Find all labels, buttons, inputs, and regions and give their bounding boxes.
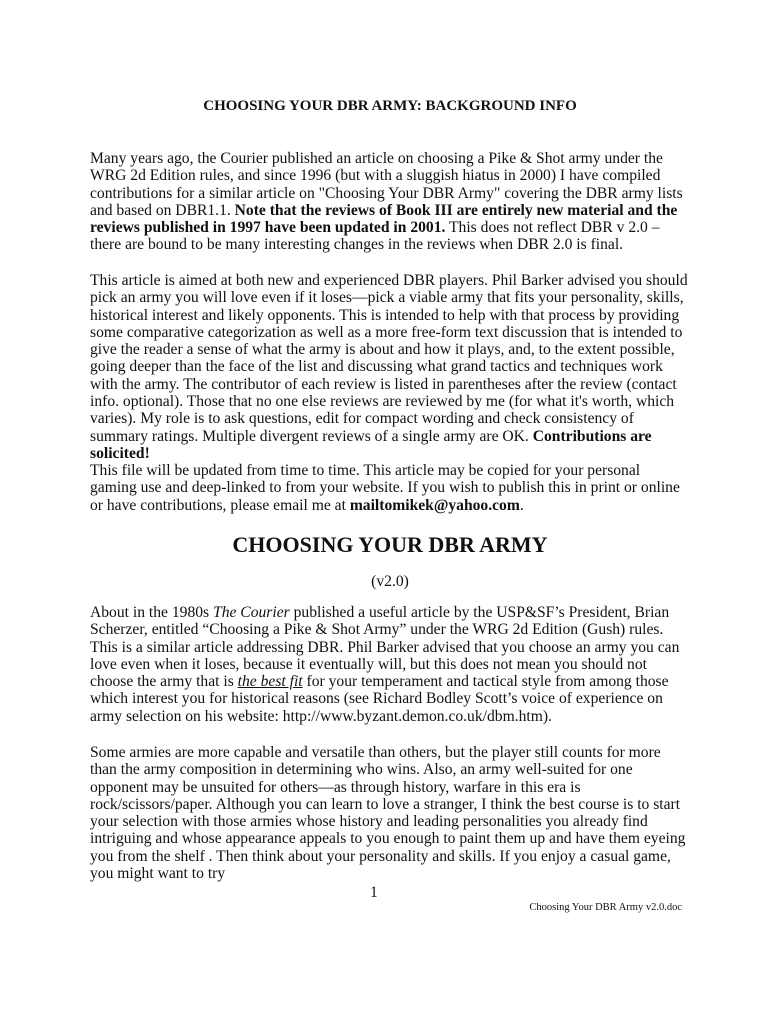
best-fit-emphasis: the best fit [237,673,303,691]
contact-email[interactable]: mailtomikek@yahoo.com [349,496,520,514]
intro-text-end: This does not reflect DBR v 2.0 – there are bound to be many interesting changes in the reviews when DBR 2.0 is final. [90,219,660,254]
main-title: CHOOSING YOUR DBR ARMY [232,532,548,557]
update-text-end: . [519,496,524,514]
history-text: About in the 1980s [90,604,214,621]
aim-text: This article is aimed at both new and experienced DBR players. Phil Barker advised you should pick an army you will love even if it loses—pick a viable army that fits your personality, skills, historical interest and likely opponents. This is intended to help with that process by providing some comparative categorization as well as a more free-form text discussion that is intended to give the reader a sense of what the army is about and how it plays, and, to the extent possible, going deeper than the face of the list and discussing what grand tactics and techniques work with the army. The contributor of each review is listed in parentheses after the review (contact info. optional). Those that no one else reviews are reviewed by me (for what it's worth, which varies). My role is to ask questions, edit for compact wording and check consistency of summary ratings. Multiple divergent reviews of a single army are OK. [90,272,688,445]
background-info-heading: CHOOSING YOUR DBR ARMY: BACKGROUND INFO [203,98,577,114]
aim-paragraph [90,272,690,462]
footer-filename: Choosing Your DBR Army v2.0.doc [529,902,682,913]
courier-title: The Courier [213,604,290,621]
history-text-2: published a useful article by the USP&SF’s President, Brian Scherzer, entitled “Choosing a Pike & Shot Army” under the WRG 2d Edition (Gush) rules. This is a similar article addressing DBR. Phil Barker advised that you choose an army you can love even when it loses, because it eventually will, but this does not mean you should not choose the army that is [90,604,680,691]
intro-bold-note: Note that the reviews of Book III are entirely new material and the reviews published in 1997 have been updated in 2001. [90,201,678,237]
intro-text: Many years ago, the Courier published an article on choosing a Pike & Shot army under the WRG 2d Edition rules, and since 1996 (but with a sluggish hiatus in 2000) I have compiled contributions for a similar article on "Choosing Your DBR Army" covering the DBR army lists and based on DBR1.1. [90,150,683,219]
contributions-solicited: Contributions are solicited! [90,427,652,462]
intro-paragraph [90,150,690,254]
history-paragraph [90,604,690,725]
update-text: This file will be updated from time to time. This article may be copied for your personal gaming use and deep-linked to from your website. If you wish to publish this in print or online or have contributions, please email me at [90,462,680,514]
armies-paragraph: Some armies are more capable and versatile than others, but the player still counts for more than the army composition in determining who wins. Also, an army well-suited for one opponent may be unsuited for others—as through history, warfare in this era is rock/scissors/paper. Although you can learn to love a stranger, I think the best course is to start your selection with those armies whose history and leading personalities you already find intriguing and whose appearance appeals to you enough to paint them up and have them eyeing you from the shelf . Then think about your personality and skills. If you enjoy a casual game, you might want to try [90,744,686,883]
update-paragraph [90,462,690,514]
history-text-3: for your temperament and tactical style from among those which interest you for historical reasons (see Richard Bodley Scott’s voice of experience on army selection on his website: http://www.byzant.demon.co.uk/dbm.htm). [90,673,669,725]
page-number: 1 [370,884,378,901]
version-label: (v2.0) [371,573,409,590]
